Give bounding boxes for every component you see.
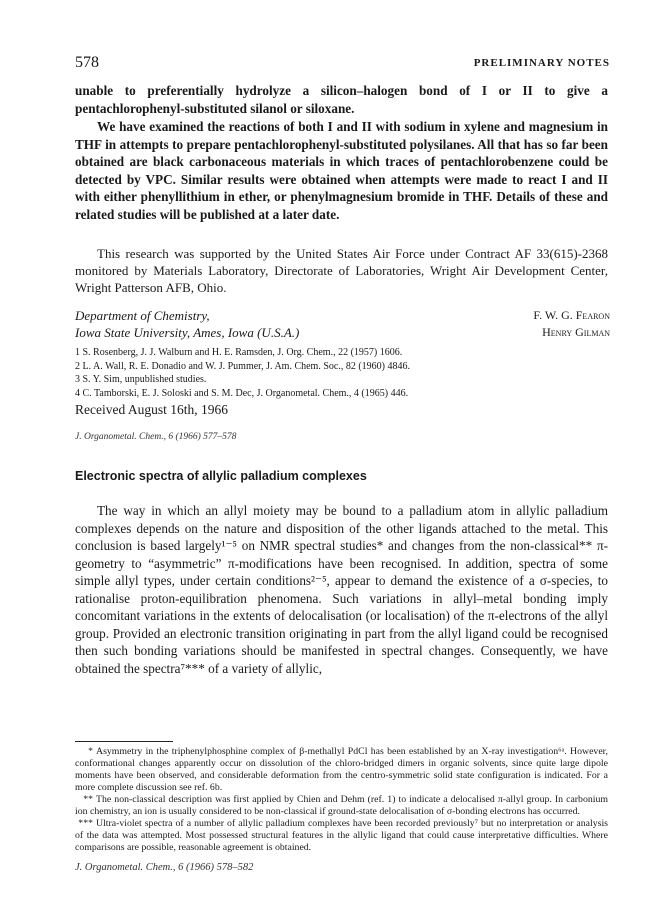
footnotes (75, 746, 608, 854)
journal-citation-footer: J. Organometal. Chem., 6 (1966) 578–582 (75, 862, 254, 873)
affiliation-department: Department of Chemistry, (75, 308, 210, 323)
footnote-mark: *** (78, 818, 93, 829)
article-body: The way in which an allyl moiety may be bound to a palladium atom in allylic palladium complexes depends on the nature and disposition of the other ligands attached to the metal. This conclusion is based largely¹⁻⁵ on NMR spectral studies* and changes from the non-classical** π-geometry to “asymmetric” π-modifications have been recognised. In addition, spectra of some simple allyl types, under certain conditions²⁻⁵, appear to demand the existence of a σ-species, to rationalise proton-equilibration phenomena. Such variations in allyl–metal bonding imply concomitant variations in the extents of delocalisation (or localisation) of the π-electrons of the allyl group. Provided an electronic transition originating in part from the allyl ligand could be recognised then such bonding variations should be manifested in spectral changes. Consequently, we have obtained the spectra⁷*** of a variety of allylic, (75, 503, 608, 676)
author-name: F. W. G. Fearon (533, 308, 610, 322)
footnote (75, 818, 608, 854)
reference-list (75, 346, 615, 400)
author-name: Henry Gilman (542, 325, 610, 339)
received-date: Received August 16th, 1966 (75, 402, 228, 417)
journal-citation: J. Organometal. Chem., 6 (1966) 577–578 (75, 432, 237, 442)
paragraph-results: We have examined the reactions of both I and II with sodium in xylene and magnesium in THF in attempts to prepare pentachlorophenyl-substituted polysilanes. All that has so far been obtained are black carbonaceous materials in which traces of pentachlorobenzene could be detected by VPC. Similar results were obtained when attempts were made to react I and II with either phenyllithium in ether, or phenylmagnesium bromide in THF. Details of these and related studies will be published at a later date. (75, 119, 608, 222)
page-number: 578 (75, 54, 99, 71)
footnote-text: Asymmetry in the triphenylphosphine complex of β-methallyl PdCl has been established by an X-ray investigation⁶ᵃ. However, conformational changes apparently occur on dissolution of the chloro-bridged dimers in organic solvents, since quite large dipole moments have been observed, and considerable deformation from the centro-symmetric solid state configuration is indicated. For a more complete discussion see ref. 6b. (75, 746, 608, 793)
reference-item: 3 S. Y. Sim, unpublished studies. (75, 374, 207, 385)
footnote (75, 794, 608, 818)
footnote-text: Ultra-violet spectra of a number of allylic palladium complexes have been recorded previously⁷ but no interpretation or analysis of the data was attempted. Most possessed structural features in the allylic ligand that could cause interpretative difficulties. Where comparisons are possible, reasonable agreement is obtained. (75, 818, 608, 853)
paragraph-continuation: unable to preferentially hydrolyze a silicon–halogen bond of I or II to give a pentachlorophenyl-substituted silanol or siloxane. (75, 83, 608, 116)
affiliation-university: Iowa State University, Ames, Iowa (U.S.A.) (75, 325, 300, 340)
paragraph-acknowledgement: This research was supported by the United States Air Force under Contract AF 33(615)-2368 monitored by Materials Laboratory, Directorate of Laboratories, Wright Air Development Center, Wright Patterson AFB, Ohio. (75, 246, 608, 295)
footnote-text: The non-classical description was first applied by Chien and Dehm (ref. 1) to indicate a delocalised π-allyl group. In carbonium ion chemistry, an ion is usually considered to be non-classical if ground-state delocalisation of σ-bonding electrons has occurred. (75, 794, 608, 817)
article-title: Electronic spectra of allylic palladium complexes (75, 469, 367, 483)
footnote-mark: ** (83, 794, 93, 805)
reference-item: 4 C. Tamborski, E. J. Soloski and S. M. Dec, J. Organometal. Chem., 4 (1965) 446. (75, 387, 409, 399)
footnote-mark: * (88, 746, 93, 757)
running-head: PRELIMINARY NOTES (473, 57, 610, 69)
footnote (75, 746, 608, 794)
reference-item: 2 L. A. Wall, R. E. Donadio and W. J. Pummer, J. Am. Chem. Soc., 82 (1960) 4846. (75, 360, 410, 372)
authors (533, 307, 610, 341)
reference-item: 1 S. Rosenberg, J. J. Walburn and H. E. Ramsden, J. Org. Chem., 22 (1957) 1606. (75, 347, 403, 358)
footnote-rule (75, 741, 173, 742)
affiliation (75, 307, 299, 341)
